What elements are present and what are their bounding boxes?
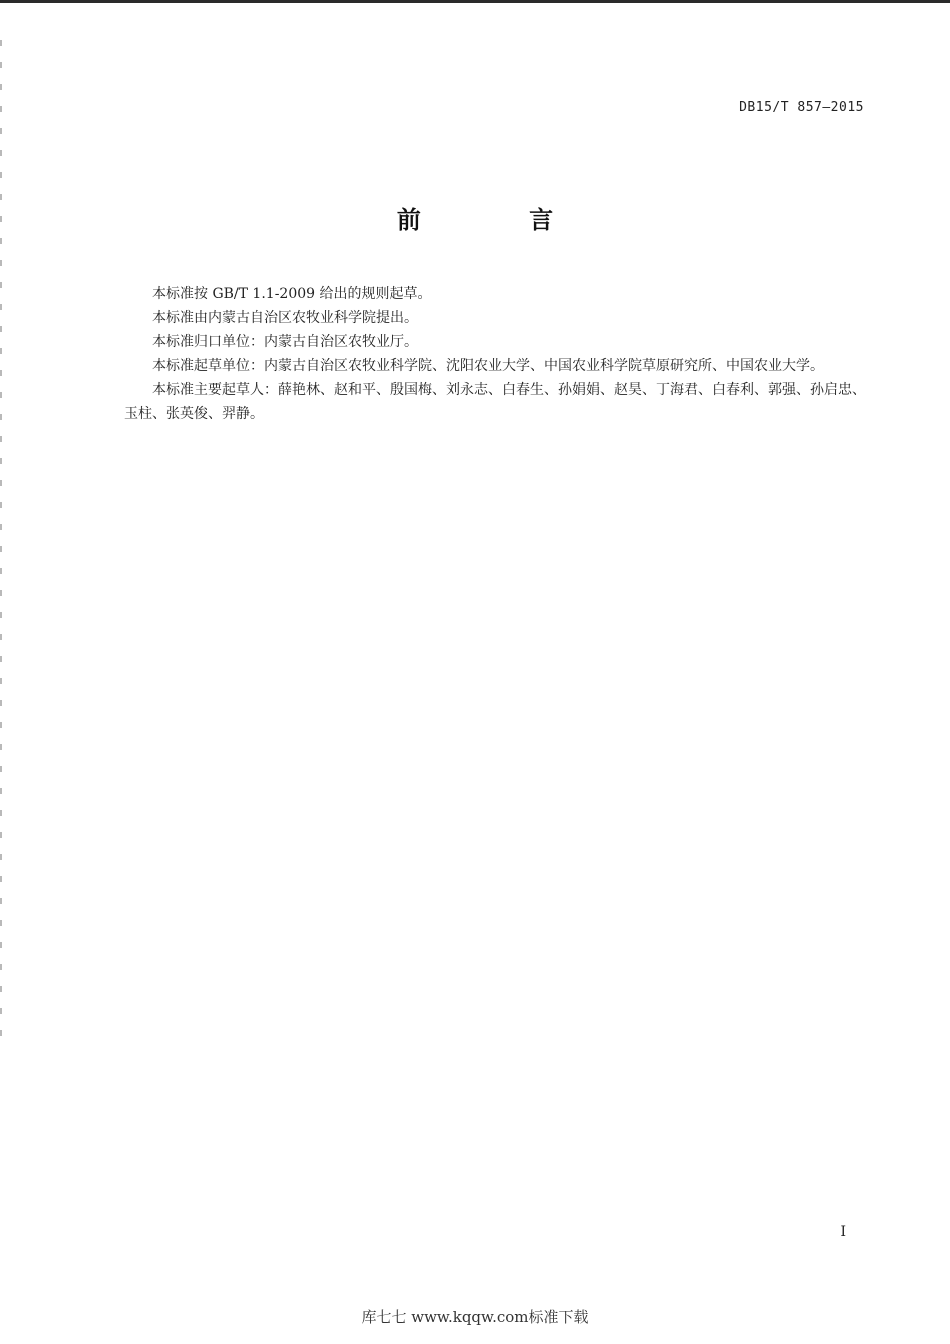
footer-watermark: 库七七 www.kqqw.com标准下载 [361,1308,589,1326]
paragraph-drafting-units: 本标准起草单位：内蒙古自治区农牧业科学院、沈阳农业大学、中国农业科学院草原研究所、中国农业大学。 [152,358,824,374]
paragraph-centralized-unit: 本标准归口单位：内蒙古自治区农牧业厅。 [152,334,418,350]
page-number: I [840,1224,846,1240]
paragraph-main-drafters: 本标准主要起草人：薛艳林、赵和平、殷国梅、刘永志、白春生、孙娟娟、赵昊、丁海君、白春利、郭强、孙启忠、玉柱、张英俊、羿静。 [124,382,866,422]
paragraph-proposer: 本标准由内蒙古自治区农牧业科学院提出。 [152,310,418,326]
foreword-body [124,282,866,426]
page-title: 前 言 [396,206,604,234]
top-border-rule [0,0,950,3]
paragraph-drafting-rules: 本标准按 GB/T 1.1-2009 给出的规则起草。 [152,286,432,302]
scan-edge-marks [0,40,2,1040]
document-code: DB15/T 857—2015 [739,100,864,115]
